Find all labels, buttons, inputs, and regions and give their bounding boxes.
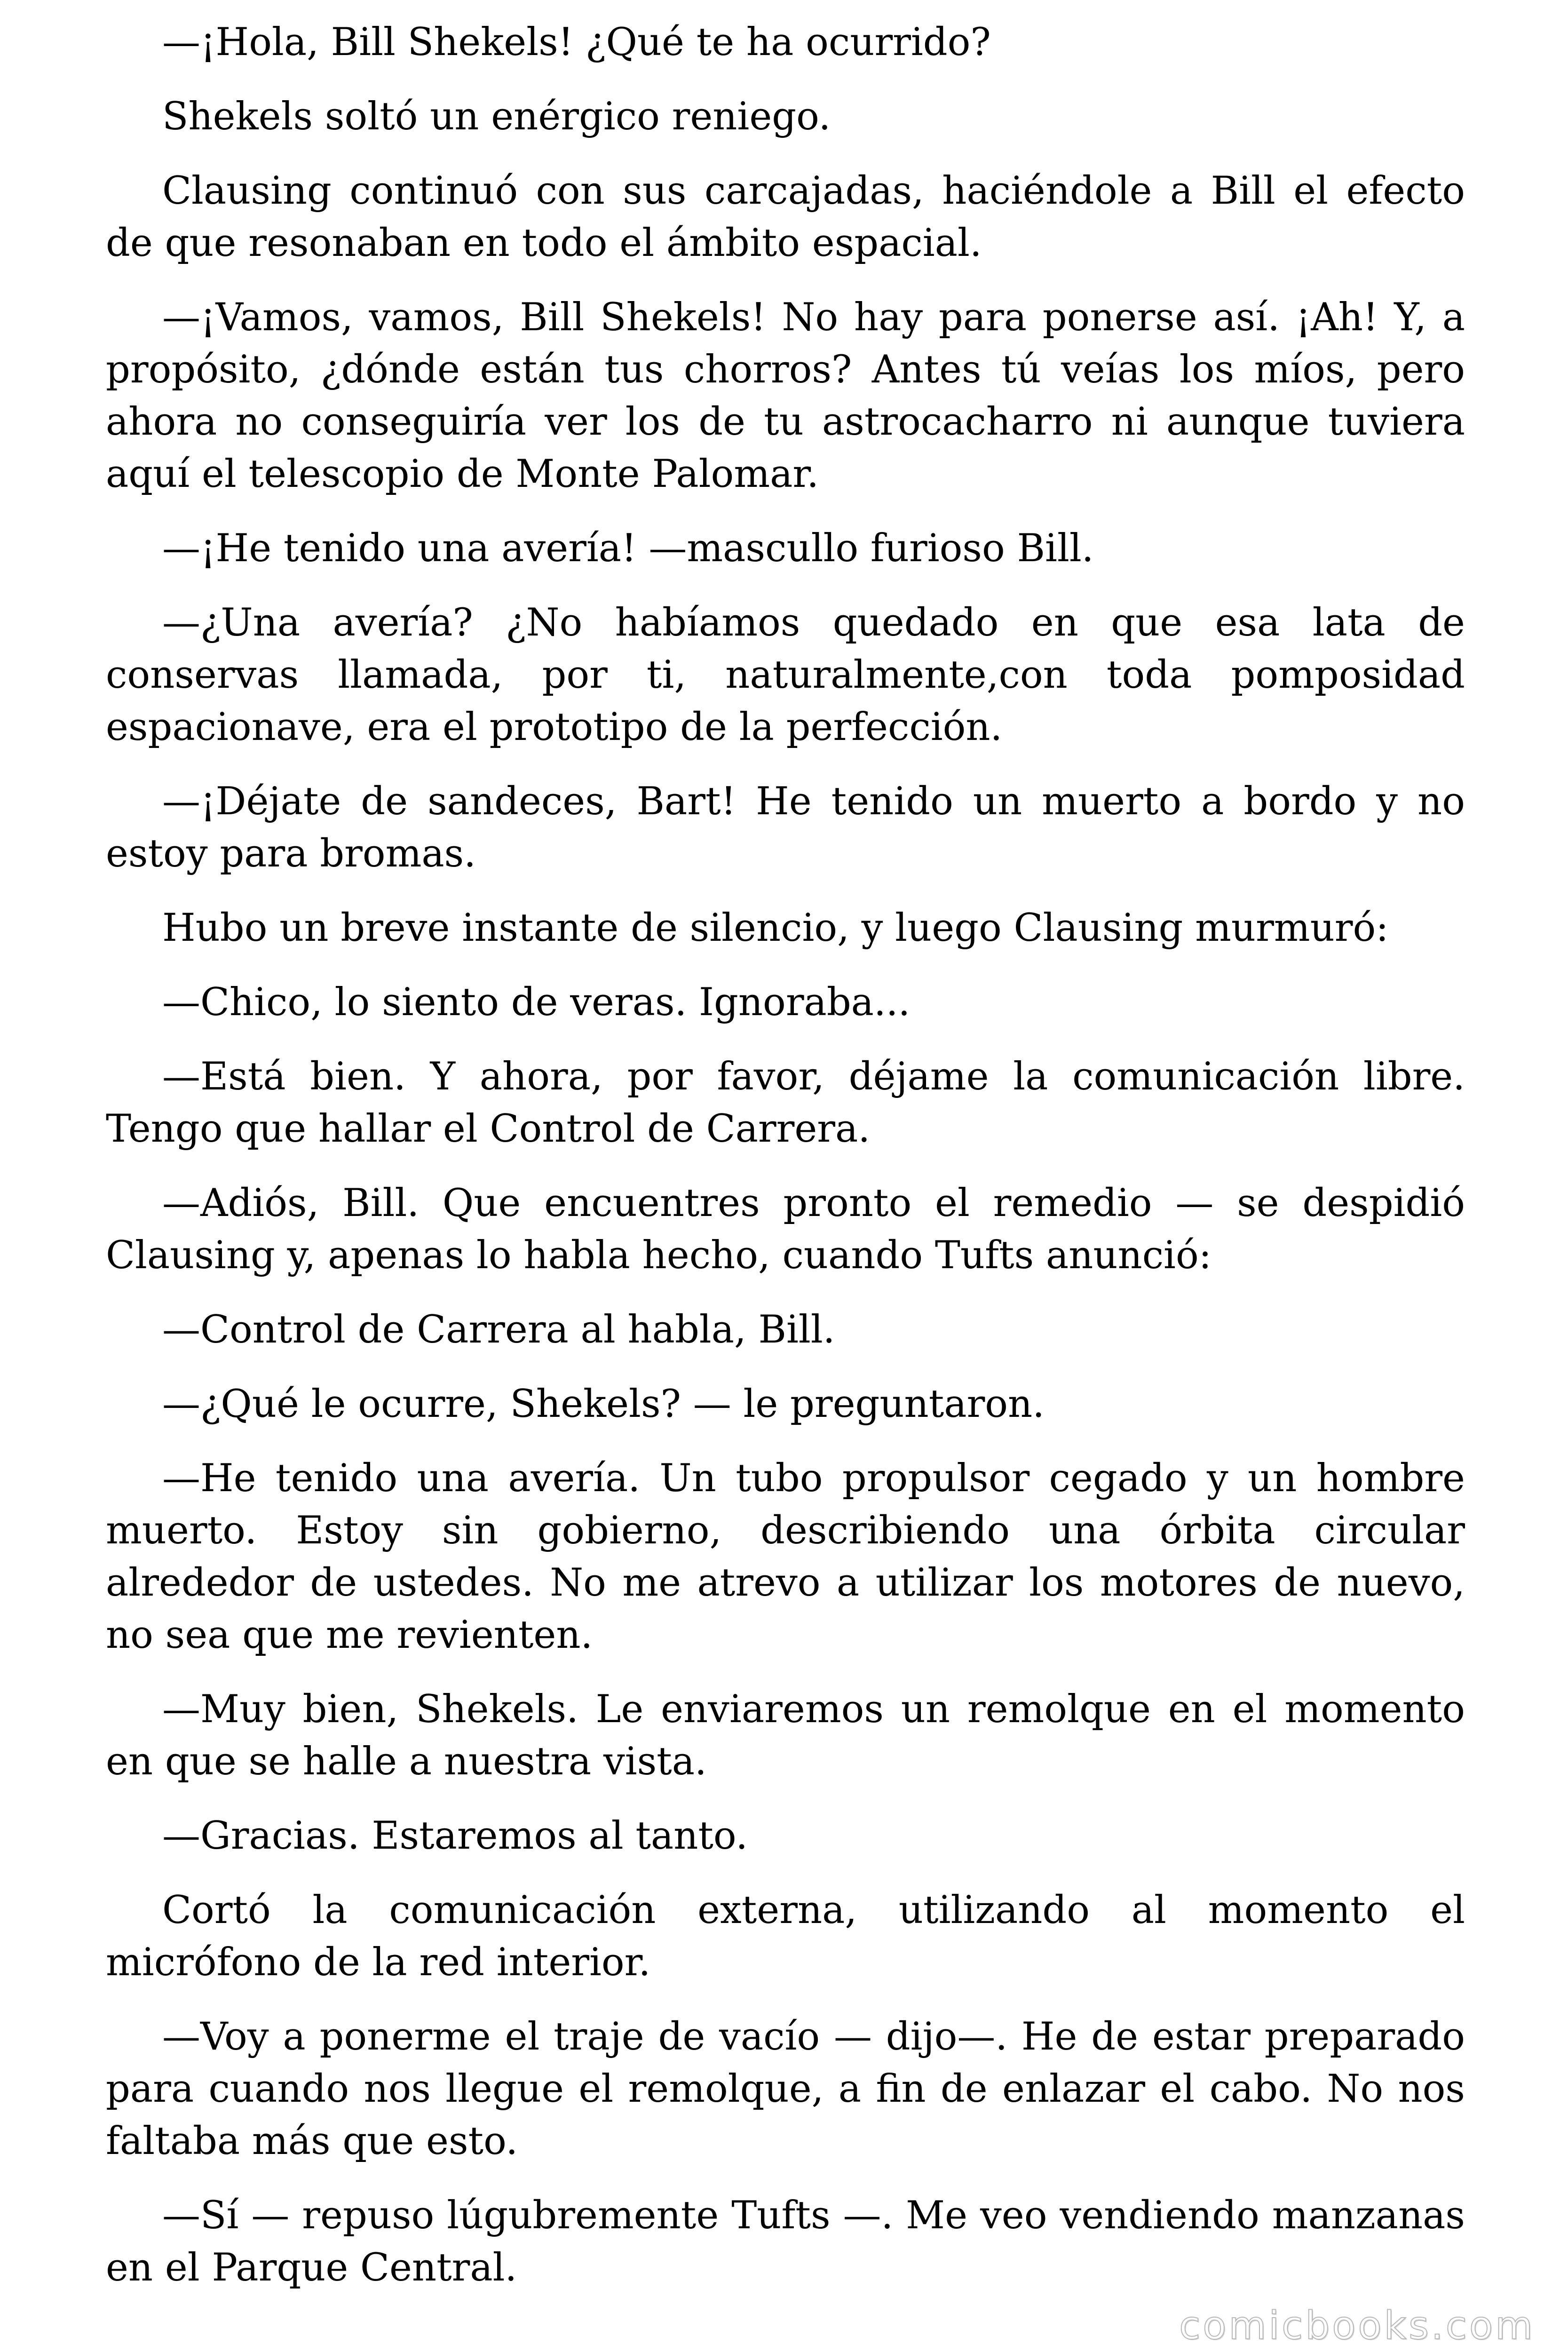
paragraph: —Muy bien, Shekels. Le enviaremos un remolque en el momento en que se halle a nuestra vista. xyxy=(106,1687,1465,1784)
book-page xyxy=(106,16,1465,2316)
paragraph: —¡Hola, Bill Shekels! ¿Qué te ha ocurrido? xyxy=(162,20,991,64)
paragraph: —Gracias. Estaremos al tanto. xyxy=(162,1814,748,1858)
paragraph: —¡Déjate de sandeces, Bart! He tenido un muerto a bordo y no estoy para bromas. xyxy=(106,779,1465,876)
paragraph: —¡He tenido una avería! —mascullo furioso Bill. xyxy=(162,526,1094,571)
paragraph: Hubo un breve instante de silencio, y luego Clausing murmuró: xyxy=(162,906,1389,950)
paragraph: —¡Vamos, vamos, Bill Shekels! No hay para ponerse así. ¡Ah! Y, a propósito, ¿dónde están tus chorros? Antes tú veías los míos, pero ahora no conseguiría ver los de tu astrocacharro ni aunque tuviera aquí el telescopio de Monte Palomar. xyxy=(106,295,1465,496)
paragraph: —Sí — repuso lúgubremente Tufts —. Me veo vendiendo manzanas en el Parque Central. xyxy=(106,2193,1465,2290)
paragraph: —Chico, lo siento de veras. Ignoraba... xyxy=(162,980,911,1025)
paragraph: Clausing continuó con sus carcajadas, haciéndole a Bill el efecto de que resonaban en todo el ámbito espacial. xyxy=(106,169,1465,265)
paragraph: —Adiós, Bill. Que encuentres pronto el remedio — se despidió Clausing y, apenas lo habla hecho, cuando Tufts anunció: xyxy=(106,1181,1465,1278)
paragraph: —He tenido una avería. Un tubo propulsor cegado y un hombre muerto. Estoy sin gobierno, describiendo una órbita circular alrededor de ustedes. No me atrevo a utilizar los motores de nuevo, no sea que me revienten. xyxy=(106,1456,1465,1657)
paragraph: —¿Una avería? ¿No habíamos quedado en que esa lata de conservas llamada, por ti, naturalmente,con toda pomposidad espacionave, era el prototipo de la perfección. xyxy=(106,601,1465,749)
watermark-logo: comicbooks.com xyxy=(1179,2304,1535,2348)
paragraph: —Está bien. Y ahora, por favor, déjame la comunicación libre. Tengo que hallar el Control de Carrera. xyxy=(106,1055,1465,1151)
paragraph: Shekels soltó un enérgico reniego. xyxy=(162,95,831,139)
paragraph: —Control de Carrera al habla, Bill. xyxy=(162,1308,835,1352)
paragraph: Cortó la comunicación externa, utilizando al momento el micrófono de la red interior. xyxy=(106,1888,1465,1985)
paragraph: —Voy a ponerme el traje de vacío — dijo—. He de estar preparado para cuando nos llegue el remolque, a fin de enlazar el cabo. No nos faltaba más que esto. xyxy=(106,2015,1465,2163)
paragraph: —¿Qué le ocurre, Shekels? — le preguntaron. xyxy=(162,1382,1045,1426)
